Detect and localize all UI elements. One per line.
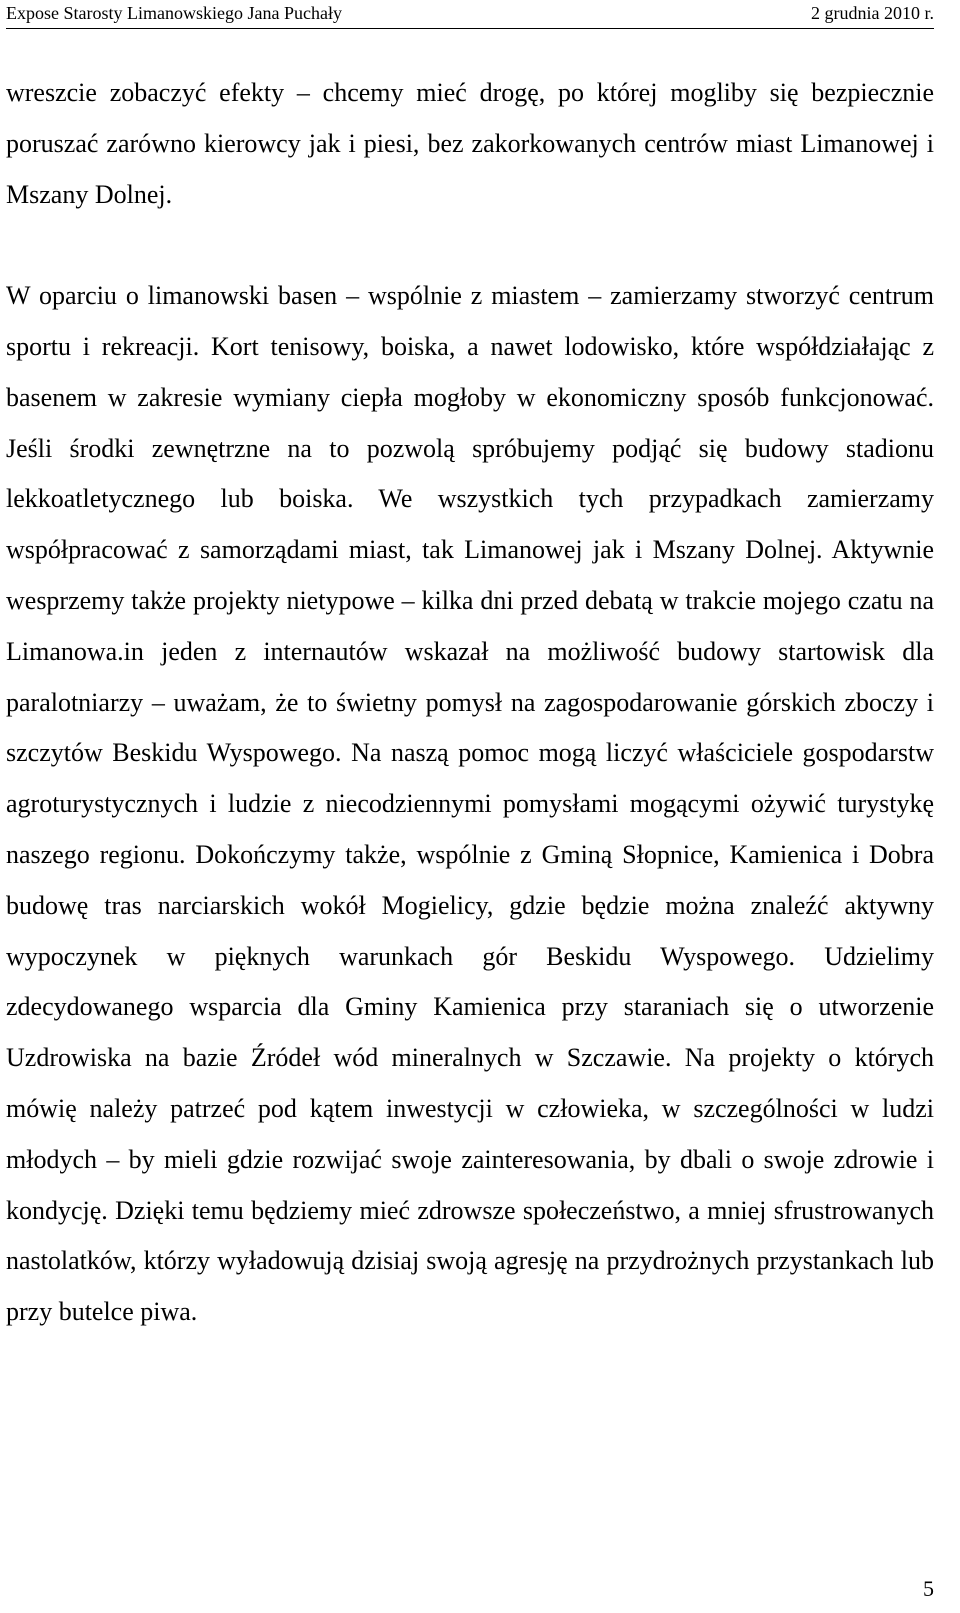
header-title: Expose Starosty Limanowskiego Jana Puchały bbox=[6, 3, 342, 23]
page-header bbox=[6, 2, 934, 29]
header-date: 2 grudnia 2010 r. bbox=[811, 3, 934, 23]
paragraph: wreszcie zobaczyć efekty – chcemy mieć drogę, po której mogliby się bezpiecznie poruszać zarówno kierowcy jak i piesi, bez zakorkowanych centrów miast Limanowej i Mszany Dolnej. bbox=[6, 78, 934, 209]
paragraph: W oparciu o limanowski basen – wspólnie z miastem – zamierzamy stworzyć centrum sportu i rekreacji. Kort tenisowy, boiska, a nawet lodowisko, które współdziałając z basenem w zakresie wymiany ciepła mogłoby w ekonomiczny sposób funkcjonować. Jeśli środki zewnętrzne na to pozwolą spróbujemy podjąć się budowy stadionu lekkoatletycznego lub boiska. We wszystkich tych przypadkach zamierzamy współpracować z samorządami miast, tak Limanowej jak i Mszany Dolnej. Aktywnie wesprzemy także projekty nietypowe – kilka dni przed debatą w trakcie mojego czatu na Limanowa.in jeden z internautów wskazał na możliwość budowy startowisk dla paralotniarzy – uważam, że to świetny pomysł na zagospodarowanie górskich zboczy i szczytów Beskidu Wyspowego. Na naszą pomoc mogą liczyć właściciele gospodarstw agroturystycznych i ludzie z niecodziennymi pomysłami mogącymi ożywić turystykę naszego regionu. Dokończymy także, wspólnie z Gminą Słopnice, Kamienica i Dobra budowę tras narciarskich wokół Mogielicy, gdzie będzie można znaleźć aktywny wypoczynek w pięknych warunkach gór Beskidu Wyspowego. Udzielimy zdecydowanego wsparcia dla Gminy Kamienica przy staraniach się o utworzenie Uzdrowiska na bazie Źródeł wód mineralnych w Szczawie. Na projekty o których mówię należy patrzeć pod kątem inwestycji w człowieka, w szczególności w ludzi młodych – by mieli gdzie rozwijać swoje zainteresowania, by dbali o swoje zdrowie i kondycję. Dzięki temu będziemy mieć zdrowsze społeczeństwo, a mniej sfrustrowanych nastolatków, którzy wyładowują dzisiaj swoją agresję na przydrożnych przystankach lub przy butelce piwa. bbox=[6, 281, 934, 1327]
document-body bbox=[6, 68, 934, 1338]
page-number: 5 bbox=[923, 1576, 934, 1601]
